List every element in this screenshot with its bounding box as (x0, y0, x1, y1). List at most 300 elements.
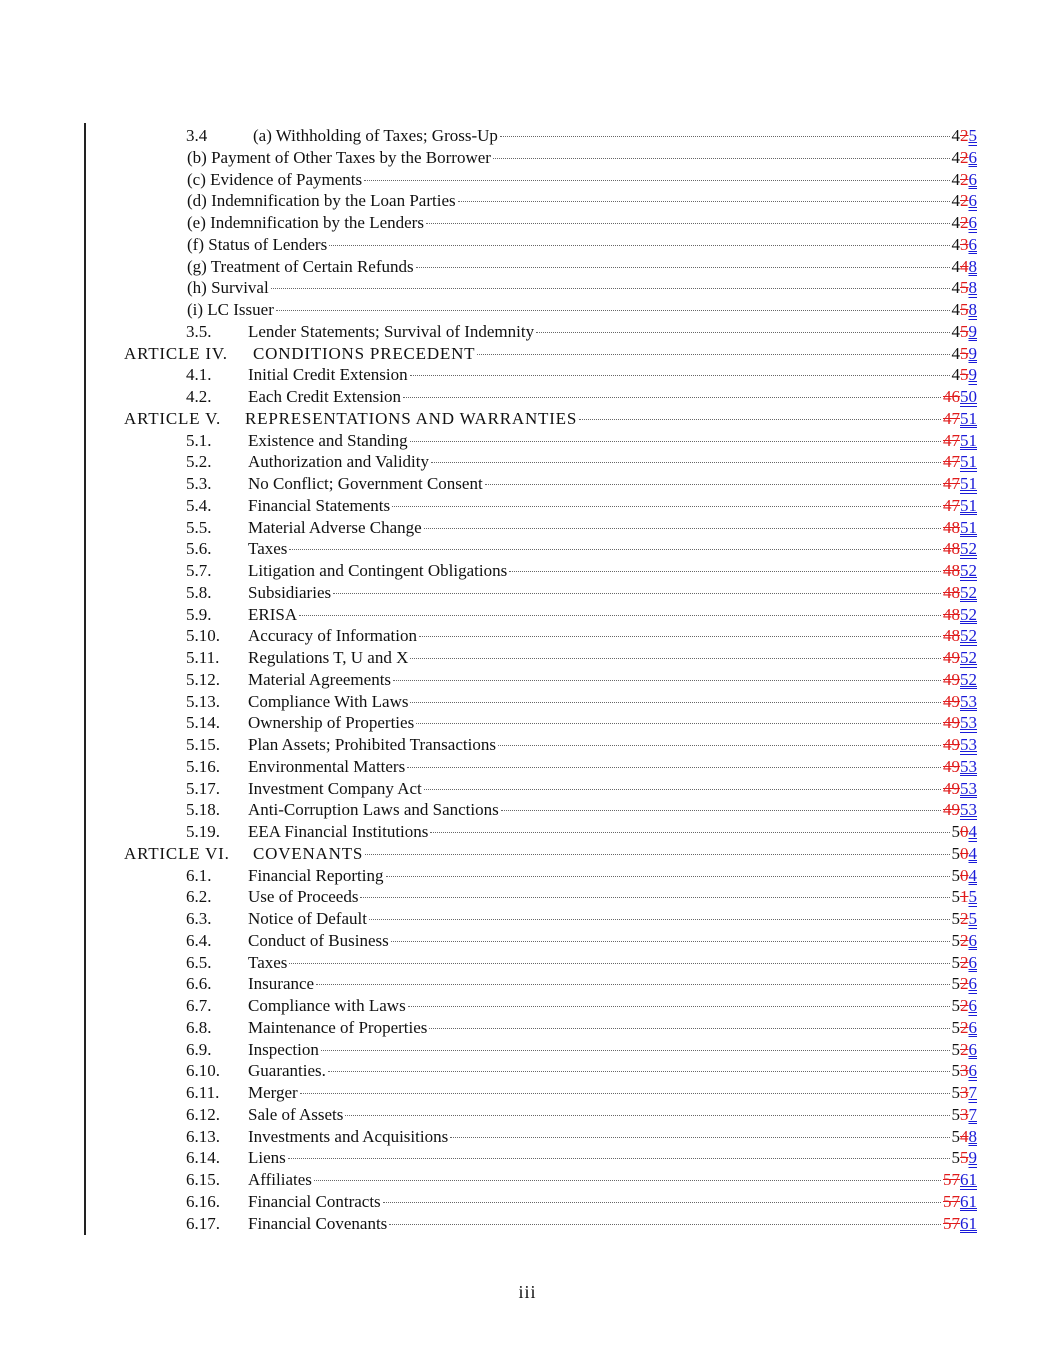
page-inserted: 6 (968, 1017, 977, 1037)
dot-leader (369, 919, 950, 920)
page-unchanged: 4 (951, 278, 960, 298)
dot-leader (271, 288, 950, 289)
toc-entry-title: Material Adverse Change (248, 517, 422, 537)
dot-leader (403, 397, 941, 398)
dot-leader (416, 723, 941, 724)
toc-entry[interactable] (0, 691, 1055, 713)
dot-leader (364, 180, 949, 181)
toc-section-number: 6.16. (186, 1191, 220, 1211)
toc-page-number (943, 538, 977, 560)
page-deleted: 2 (960, 213, 969, 232)
page-unchanged: 5 (951, 952, 960, 972)
dot-leader (276, 310, 950, 311)
toc-entry[interactable] (0, 299, 1055, 321)
toc-entry[interactable] (0, 865, 1055, 887)
dot-leader (419, 636, 941, 637)
toc-page-number (943, 430, 977, 452)
toc-entry-title: (e) Indemnification by the Lenders (187, 213, 424, 232)
page-inserted: 6 (968, 1039, 977, 1059)
toc-entry-title: Existence and Standing (248, 430, 408, 450)
toc-entry[interactable] (0, 1082, 1055, 1104)
toc-entry-title: Sale of Assets (248, 1104, 344, 1124)
toc-article-number: ARTICLE IV. (124, 343, 228, 363)
toc-entry-title: Financial Contracts (248, 1191, 381, 1211)
toc-entry[interactable] (0, 169, 1055, 191)
toc-entry-title: Environmental Matters (248, 756, 406, 776)
toc-entry[interactable] (0, 799, 1055, 821)
toc-page-number (952, 821, 978, 843)
toc-entry[interactable] (0, 364, 1055, 386)
toc-section-number: 5.5. (186, 517, 212, 537)
toc-entry-title: Inspection (248, 1039, 319, 1059)
toc-section-number: 5.8. (186, 582, 212, 602)
page-deleted: 57 (943, 1213, 960, 1233)
page-inserted: 52 (960, 626, 977, 646)
toc-entry-title: Financial Reporting (248, 865, 384, 885)
page-deleted: 48 (943, 604, 960, 624)
dot-leader (316, 984, 949, 985)
page-deleted: 1 (960, 887, 969, 907)
page-unchanged: 4 (951, 321, 960, 341)
toc-entry-title: Conduct of Business (248, 930, 389, 950)
toc-entry-title: Notice of Default (248, 909, 367, 928)
toc-page-number (943, 669, 977, 691)
page-inserted: 8 (968, 1126, 977, 1146)
dot-leader (410, 702, 941, 703)
toc-section-number: 5.11. (186, 648, 220, 667)
page-unchanged: 5 (951, 1148, 960, 1168)
toc-entry-title: Financial Statements (248, 495, 391, 515)
toc-section-number: 5.13. (186, 691, 220, 711)
toc-page-number (943, 560, 977, 582)
toc-page-number (943, 778, 977, 800)
page-deleted: 5 (960, 278, 969, 298)
toc-section-number: 5.15. (186, 735, 220, 754)
page-inserted: 6 (968, 213, 977, 232)
dot-leader (493, 158, 950, 159)
page-deleted: 0 (960, 843, 969, 863)
toc-entry[interactable] (0, 1060, 1055, 1082)
toc-entry-title: Taxes (248, 539, 288, 559)
page-deleted: 57 (943, 1191, 960, 1211)
toc-section-number: 6.17. (186, 1213, 220, 1233)
dot-leader (321, 1050, 950, 1051)
toc-entry-title: Maintenance of Properties (248, 1017, 428, 1037)
toc-entry-title: Investments and Acquisitions (248, 1126, 449, 1146)
toc-section-number: 5.14. (186, 713, 220, 733)
toc-entry[interactable] (0, 212, 1055, 234)
toc-entry-title: Ownership of Properties (248, 713, 415, 733)
page-deleted: 2 (960, 169, 969, 189)
dot-leader (389, 1224, 941, 1225)
toc-entry[interactable] (0, 321, 1055, 343)
toc-entry[interactable] (0, 669, 1055, 691)
page-deleted: 5 (960, 365, 969, 385)
toc-entry[interactable] (0, 147, 1055, 169)
toc-entry-title: Liens (248, 1148, 286, 1168)
toc-page-number (952, 908, 978, 930)
dot-leader (391, 941, 950, 942)
page-unchanged: 4 (951, 365, 960, 385)
page-inserted: 6 (968, 191, 977, 211)
toc-page-number (952, 995, 978, 1017)
dot-leader (485, 484, 941, 485)
page-inserted: 5 (968, 126, 977, 145)
toc-page-number (952, 190, 978, 212)
dot-leader (426, 223, 950, 224)
page-deleted: 57 (943, 1170, 960, 1189)
toc-section-number: 6.15. (186, 1170, 220, 1189)
toc-entry-title: Subsidiaries (248, 582, 332, 602)
toc-section-number: 6.3. (186, 909, 212, 928)
page-deleted: 47 (943, 452, 960, 472)
page-deleted: 48 (943, 517, 960, 537)
toc-entry[interactable] (0, 625, 1055, 647)
toc-entry[interactable] (0, 386, 1055, 408)
toc-entry[interactable] (0, 1039, 1055, 1061)
dot-leader (360, 897, 949, 898)
toc-page-number (943, 712, 977, 734)
toc-section-number: 6.9. (186, 1039, 212, 1059)
toc-entry-title: (d) Indemnification by the Loan Parties (187, 191, 456, 211)
toc-page-number (943, 451, 977, 473)
toc-section-number: 5.12. (186, 669, 220, 689)
toc-entry[interactable] (0, 821, 1055, 843)
dot-leader (333, 593, 941, 594)
toc-entry[interactable] (0, 604, 1055, 626)
toc-page-number (952, 1082, 978, 1104)
dot-leader (407, 767, 941, 768)
toc-entry-title: (b) Payment of Other Taxes by the Borrower (187, 147, 491, 167)
toc-entry-title: Affiliates (248, 1170, 312, 1189)
page-inserted: 6 (968, 169, 977, 189)
toc-page-number (943, 386, 977, 408)
toc-entry[interactable] (0, 1126, 1055, 1148)
page-unchanged: 4 (951, 169, 960, 189)
toc-section-number: 6.10. (186, 1061, 220, 1081)
toc-entry-title: Merger (248, 1083, 298, 1102)
toc-page-number (952, 125, 978, 147)
page-deleted: 48 (943, 561, 960, 580)
toc-page-number (952, 1126, 978, 1148)
page-deleted: 4 (960, 1126, 969, 1146)
toc-section-number: 5.7. (186, 561, 212, 580)
page-unchanged: 4 (951, 234, 960, 254)
page-inserted: 8 (968, 278, 977, 298)
toc-page-number (952, 1060, 978, 1082)
toc-entry[interactable] (0, 952, 1055, 974)
toc-entry[interactable] (0, 995, 1055, 1017)
toc-page-number (943, 1169, 977, 1191)
toc-section-number: 3.4 (186, 126, 208, 145)
toc-entry[interactable] (0, 1213, 1055, 1235)
toc-page-number (952, 364, 978, 386)
page-inserted: 8 (968, 300, 977, 319)
toc-section-number: 6.8. (186, 1017, 212, 1037)
page-deleted: 4 (960, 256, 969, 276)
page-deleted: 48 (943, 626, 960, 646)
page-inserted: 52 (960, 669, 977, 689)
page-inserted: 52 (960, 648, 977, 667)
toc-entry-title: Financial Covenants (248, 1213, 388, 1233)
page-deleted: 47 (943, 430, 960, 450)
toc-page-number (952, 1104, 978, 1126)
toc-section-number: 6.11. (186, 1083, 220, 1102)
page-unchanged: 5 (951, 1083, 960, 1102)
page-deleted: 2 (960, 126, 969, 145)
toc-entry[interactable] (0, 908, 1055, 930)
dot-leader (410, 441, 941, 442)
page-inserted: 8 (968, 256, 977, 276)
dot-leader (383, 1202, 941, 1203)
page-unchanged: 5 (951, 974, 960, 994)
toc-section-number: 5.4. (186, 495, 212, 515)
dot-leader (579, 419, 941, 420)
page-deleted: 2 (960, 909, 969, 928)
page-unchanged: 5 (951, 1126, 960, 1146)
toc-entry[interactable] (0, 1017, 1055, 1039)
toc-entry[interactable] (0, 1191, 1055, 1213)
toc-page-number (952, 212, 978, 234)
page-inserted: 7 (968, 1083, 977, 1102)
page-inserted: 61 (960, 1170, 977, 1189)
dot-leader (289, 963, 949, 964)
toc-entry[interactable] (0, 1147, 1055, 1169)
page-inserted: 61 (960, 1213, 977, 1233)
toc-entry-title: Each Credit Extension (248, 387, 401, 406)
dot-leader (450, 1137, 949, 1138)
page-inserted: 9 (968, 1148, 977, 1168)
toc-section-number: 5.10. (186, 626, 220, 646)
page-unchanged: 4 (951, 126, 960, 145)
dot-leader (424, 528, 941, 529)
toc-section-number: 3.5. (186, 321, 212, 341)
toc-entry-title: Use of Proceeds (248, 887, 359, 907)
toc-entry-title: Initial Credit Extension (248, 365, 408, 385)
toc-entry[interactable] (0, 886, 1055, 908)
page-unchanged: 5 (951, 1017, 960, 1037)
toc-entry-title: No Conflict; Government Consent (248, 474, 483, 493)
page-inserted: 53 (960, 691, 977, 711)
toc-entry[interactable] (0, 538, 1055, 560)
dot-leader (477, 354, 949, 355)
page-unchanged: 4 (951, 256, 960, 276)
page-inserted: 52 (960, 561, 977, 580)
dot-leader (386, 876, 950, 877)
toc-section-number: 6.13. (186, 1126, 220, 1146)
page-inserted: 6 (968, 1061, 977, 1081)
toc-entry[interactable] (0, 843, 1055, 865)
toc-section-number: 4.2. (186, 387, 212, 406)
page-deleted: 5 (960, 321, 969, 341)
toc-page-number (943, 408, 977, 430)
toc-entry[interactable] (0, 190, 1055, 212)
toc-page-number (943, 799, 977, 821)
toc-section-number: 5.19. (186, 822, 220, 841)
page-unchanged: 4 (951, 300, 960, 319)
page-inserted: 6 (968, 147, 977, 167)
toc-entry-title: REPRESENTATIONS AND WARRANTIES (245, 408, 578, 428)
toc-page-number (943, 495, 977, 517)
toc-section-number: 5.18. (186, 800, 220, 820)
toc-section-number: 5.16. (186, 756, 220, 776)
toc-section-number: 6.12. (186, 1104, 220, 1124)
toc-entry-title: (i) LC Issuer (187, 300, 274, 319)
page-deleted: 47 (943, 474, 960, 493)
toc-entry-title: Plan Assets; Prohibited Transactions (248, 735, 496, 754)
toc-entry[interactable] (0, 756, 1055, 778)
page-deleted: 3 (960, 234, 969, 254)
toc-entry[interactable] (0, 712, 1055, 734)
toc-page-number (952, 952, 978, 974)
page-deleted: 49 (943, 713, 960, 733)
toc-section-number: 6.14. (186, 1148, 220, 1168)
page-deleted: 2 (960, 1017, 969, 1037)
page-deleted: 2 (960, 974, 969, 994)
toc-entry[interactable] (0, 256, 1055, 278)
toc-page-number (943, 647, 977, 669)
page-deleted: 5 (960, 300, 969, 319)
toc-entry[interactable] (0, 125, 1055, 147)
page-inserted: 6 (968, 930, 977, 950)
dot-leader (393, 680, 941, 681)
toc-entry[interactable] (0, 647, 1055, 669)
toc-entry[interactable] (0, 582, 1055, 604)
toc-page-number (943, 625, 977, 647)
toc-entry[interactable] (0, 560, 1055, 582)
page-inserted: 51 (960, 452, 977, 472)
toc-page-number (952, 343, 978, 365)
toc-entry-title: ERISA (248, 604, 298, 624)
toc-page-number (952, 169, 978, 191)
page-deleted: 2 (960, 952, 969, 972)
toc-entry[interactable] (0, 517, 1055, 539)
toc-page-number (943, 756, 977, 778)
toc-section-number: 6.7. (186, 996, 212, 1015)
toc-page-number (952, 930, 978, 952)
toc-page-number (952, 277, 978, 299)
page-inserted: 51 (960, 430, 977, 450)
toc-entry[interactable] (0, 1104, 1055, 1126)
page-deleted: 49 (943, 756, 960, 776)
dot-leader (288, 1158, 950, 1159)
dot-leader (430, 832, 949, 833)
toc-entry-title: Insurance (248, 974, 315, 994)
page-deleted: 5 (960, 1148, 969, 1168)
toc-section-number: 5.3. (186, 474, 212, 493)
toc-section-number: 5.9. (186, 604, 212, 624)
toc-entry-title: CONDITIONS PRECEDENT (253, 343, 476, 363)
page-deleted: 49 (943, 800, 960, 820)
toc-entry[interactable] (0, 1169, 1055, 1191)
page-deleted: 0 (960, 865, 969, 885)
page-inserted: 51 (960, 408, 977, 428)
page-deleted: 49 (943, 691, 960, 711)
toc-section-number: 5.2. (186, 452, 212, 472)
dot-leader (345, 1115, 949, 1116)
page-inserted: 53 (960, 800, 977, 820)
toc-entry[interactable] (0, 930, 1055, 952)
toc-page-number (943, 517, 977, 539)
toc-entry[interactable] (0, 277, 1055, 299)
dot-leader (536, 332, 949, 333)
toc-section-number: 5.17. (186, 778, 220, 798)
page-deleted: 48 (943, 539, 960, 559)
toc-entry[interactable] (0, 495, 1055, 517)
page-inserted: 9 (968, 365, 977, 385)
toc-entry[interactable] (0, 451, 1055, 473)
toc-page-number (952, 256, 978, 278)
toc-section-number: 5.6. (186, 539, 212, 559)
toc-entry-title: (f) Status of Lenders (187, 234, 328, 254)
toc-entry[interactable] (0, 234, 1055, 256)
page-number-footer: iii (518, 1282, 537, 1302)
toc-entry-title: Lender Statements; Survival of Indemnity (248, 321, 535, 341)
page-inserted: 6 (968, 996, 977, 1015)
toc-page-number (952, 973, 978, 995)
page-inserted: 6 (968, 234, 977, 254)
dot-leader (365, 854, 949, 855)
toc-page-number (943, 691, 977, 713)
page-inserted: 5 (968, 887, 977, 907)
dot-leader (329, 245, 949, 246)
toc-entry[interactable] (0, 473, 1055, 495)
page-deleted: 2 (960, 147, 969, 167)
page-inserted: 53 (960, 735, 977, 754)
toc-entry[interactable] (0, 343, 1055, 365)
page-inserted: 9 (968, 343, 977, 363)
toc-entry-title: (g) Treatment of Certain Refunds (187, 256, 414, 276)
toc-article-number: ARTICLE VI. (124, 843, 230, 863)
page-unchanged: 4 (951, 343, 960, 363)
page-unchanged: 4 (951, 213, 960, 232)
toc-entry[interactable] (0, 734, 1055, 756)
toc-entry[interactable] (0, 778, 1055, 800)
page-unchanged: 5 (951, 909, 960, 928)
page-deleted: 47 (943, 495, 960, 515)
toc-entry-title: Material Agreements (248, 669, 392, 689)
page-unchanged: 5 (951, 930, 960, 950)
page-inserted: 53 (960, 713, 977, 733)
toc-entry-title: (a) Withholding of Taxes; Gross-Up (253, 126, 498, 145)
dot-leader (424, 789, 941, 790)
page-unchanged: 5 (951, 1061, 960, 1081)
page-unchanged: 5 (951, 1104, 960, 1124)
toc-page-number (943, 1213, 977, 1235)
toc-entry[interactable] (0, 430, 1055, 452)
toc-page-number (952, 234, 978, 256)
toc-page-number (952, 886, 978, 908)
toc-entry[interactable] (0, 973, 1055, 995)
page-deleted: 3 (960, 1061, 969, 1081)
dot-leader (458, 201, 950, 202)
toc-entry-title: Accuracy of Information (248, 626, 417, 646)
page-inserted: 6 (968, 974, 977, 994)
page-inserted: 50 (960, 387, 977, 406)
toc-entry[interactable] (0, 408, 1055, 430)
toc-page-number (952, 1039, 978, 1061)
dot-leader (392, 506, 941, 507)
toc-page-number (952, 1147, 978, 1169)
page-deleted: 49 (943, 648, 960, 667)
page-deleted: 49 (943, 669, 960, 689)
page-deleted: 2 (960, 930, 969, 950)
toc-article-number: ARTICLE V. (124, 408, 222, 428)
toc-entry-title: COVENANTS (253, 843, 364, 863)
dot-leader (289, 549, 941, 550)
page-unchanged: 5 (951, 1039, 960, 1059)
toc-entry-title: Litigation and Contingent Obligations (248, 561, 508, 580)
